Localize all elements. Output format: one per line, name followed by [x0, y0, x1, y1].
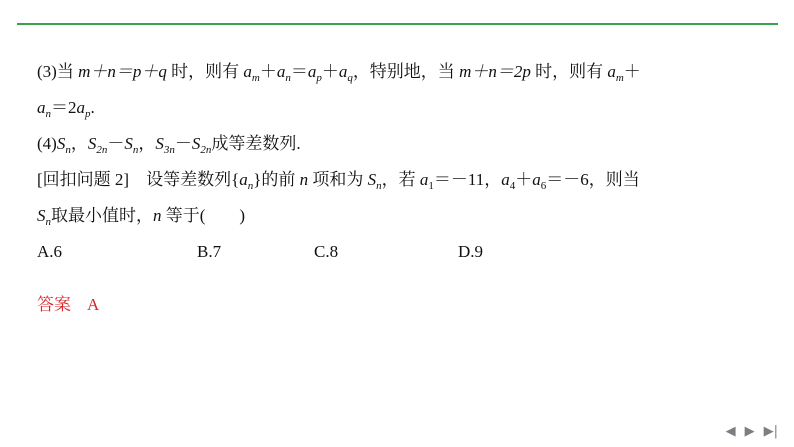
- answer: [37, 290, 99, 315]
- option-d: D.9: [458, 242, 484, 261]
- property-4-line: $(4)S_n$，$S_{2n}-S_n$，$S_{3n}-S_{2n}$成等差数列.: [37, 134, 301, 156]
- question-line-2: $S_n$取最小值时，n 等于( ): [37, 206, 246, 228]
- slide-content: [37, 57, 767, 273]
- property-3-line-1: (3)当 m＋n＝p＋q 时，则有 $a_m+a_n=a_p+a_q$，特别地，当 m＋n＝2p 时，则有 $a_m+$: [37, 62, 641, 84]
- slide-navigation: [726, 424, 778, 439]
- prev-slide-icon[interactable]: ◀: [725, 424, 736, 439]
- last-slide-icon[interactable]: ▶|: [763, 424, 778, 439]
- header-divider: [17, 23, 778, 25]
- next-slide-icon[interactable]: ▶: [744, 424, 755, 439]
- option-a: A.6: [37, 242, 63, 261]
- answer-options: [37, 237, 767, 267]
- answer-value: A: [87, 295, 100, 314]
- question-line-1: [回扣问题 2] 设等差数列$\{a_n\}$的前 n 项和为 $S_n$，若 $a_1=-11$，$a_4+a_6=-6$，则当: [37, 170, 640, 192]
- option-b: B.7: [197, 242, 222, 261]
- answer-label: 答案: [37, 295, 71, 314]
- option-c: C.8: [314, 242, 339, 261]
- property-3-line-2: $a_n=2a_p$.: [37, 98, 95, 120]
